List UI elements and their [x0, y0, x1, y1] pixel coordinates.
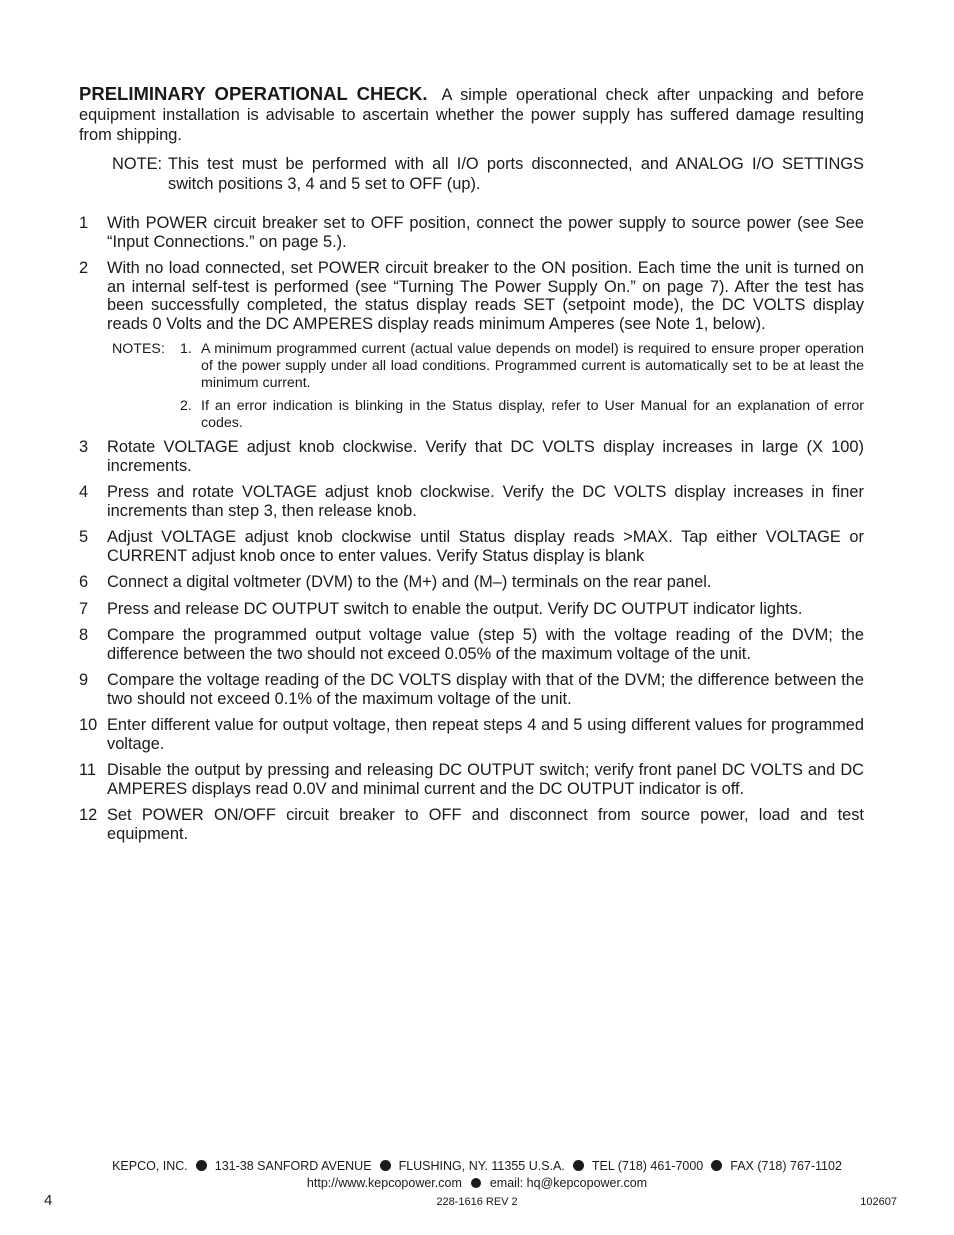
footer-email[interactable]: email: hq@kepcopower.com [489, 1176, 648, 1190]
step-text: Enter different value for output voltage, then repeat steps 4 and 5 using different values for programmed voltage. [107, 716, 864, 753]
step-item [79, 483, 864, 520]
step-number: 5 [79, 528, 89, 546]
step-item [79, 761, 864, 798]
step-number: 2 [79, 259, 89, 277]
note-item-text: If an error indication is blinking in the Status display, refer to User Manual for an explanation of error codes. [201, 398, 864, 431]
step-text: Compare the programmed output voltage value (step 5) with the voltage reading of the DVM; the difference between the two should not exceed 0.05% of the maximum voltage of the unit. [107, 626, 864, 663]
step-text: Set POWER ON/OFF circuit breaker to OFF and disconnect from source power, load and test equipment. [107, 806, 864, 843]
page-number: 4 [44, 1192, 53, 1209]
footer-company: KEPCO, INC. [112, 1159, 188, 1173]
step-text: Rotate VOLTAGE adjust knob clockwise. Verify that DC VOLTS display increases in large (X 100) increments. [107, 438, 864, 475]
step-item [79, 528, 864, 565]
page-footer [0, 1158, 954, 1192]
footer-address-line [0, 1158, 954, 1175]
step-item [79, 626, 864, 663]
step-number: 11 [79, 761, 97, 779]
note-label: NOTE: [112, 155, 163, 173]
bullet-icon [711, 1160, 722, 1171]
step-number: 7 [79, 599, 89, 618]
step-number: 4 [79, 483, 89, 501]
bullet-icon [380, 1160, 391, 1171]
step-text: Disable the output by pressing and releasing DC OUTPUT switch; verify front panel DC VOLTS and DC AMPERES displays read 0.0V and minimal current and the DC OUTPUT indicator is off. [107, 761, 864, 798]
step-item [79, 438, 864, 475]
notes-block [112, 341, 864, 432]
step-item [79, 573, 864, 592]
step-text: With no load connected, set POWER circuit breaker to the ON position. Each time the unit is turned on an internal self-test is performed (see “Turning The Power Supply On.” on page 7). After the test has been successfully completed, the status display reads SET (setpoint mode), the DC VOLTS display reads 0 Volts and the DC AMPERES display reads minimum Amperes (see Note 1, below). [107, 259, 864, 333]
section-heading: PRELIMINARY OPERATIONAL CHECK. [79, 83, 428, 104]
note-block [112, 154, 864, 194]
steps-list [79, 214, 864, 843]
step-number: 6 [79, 573, 89, 591]
document-body [79, 84, 864, 851]
step-item [79, 806, 864, 843]
step-number: 10 [79, 716, 98, 734]
step-text: With POWER circuit breaker set to OFF position, connect the power supply to source power (see See “Input Connections.” on page 5.). [107, 214, 864, 251]
step-number: 12 [79, 806, 98, 824]
note-item-text: A minimum programmed current (actual value depends on model) is required to ensure proper operation of the power supply under all load conditions. Programmed current is automatically set to be at least the minimum current. [201, 341, 864, 391]
document-date-code: 102607 [860, 1196, 897, 1208]
document-revision: 228-1616 REV 2 [436, 1196, 518, 1208]
bullet-icon [471, 1178, 481, 1188]
footer-web-line [0, 1175, 954, 1192]
step-item [79, 716, 864, 753]
step-item [79, 600, 864, 619]
step-text: Adjust VOLTAGE adjust knob clockwise until Status display reads >MAX. Tap either VOLTAGE or CURRENT adjust knob once to enter values. Verify Status display is blank [107, 528, 864, 565]
bullet-icon [196, 1160, 207, 1171]
footer-city: FLUSHING, NY. 11355 U.S.A. [398, 1159, 565, 1173]
note-number: 1. [180, 341, 192, 357]
step-number: 3 [79, 438, 89, 456]
footer-fax: FAX (718) 767-1102 [730, 1159, 842, 1173]
footer-address: 131-38 SANFORD AVENUE [214, 1159, 372, 1173]
step-item [79, 671, 864, 708]
step-item [79, 214, 864, 251]
footer-url[interactable]: http://www.kepcopower.com [306, 1176, 462, 1190]
intro-paragraph [79, 84, 864, 145]
step-text: Connect a digital voltmeter (DVM) to the (M+) and (M–) terminals on the rear panel. [107, 573, 712, 591]
step-text: Compare the voltage reading of the DC VOLTS display with that of the DVM; the difference between the two should not exceed 0.1% of the maximum voltage of the unit. [107, 671, 864, 708]
step-item [79, 259, 864, 333]
note-number: 2. [180, 398, 192, 414]
step-number: 1 [79, 214, 89, 232]
step-number: 8 [79, 626, 89, 644]
footer-tel: TEL (718) 461-7000 [591, 1159, 704, 1173]
note-text: This test must be performed with all I/O ports disconnected, and ANALOG I/O SETTINGS switch positions 3, 4 and 5 set to OFF (up). [168, 155, 864, 193]
step-text: Press and release DC OUTPUT switch to enable the output. Verify DC OUTPUT indicator lights. [107, 599, 803, 618]
step-text: Press and rotate VOLTAGE adjust knob clockwise. Verify the DC VOLTS display increases in finer increments than step 3, then release knob. [107, 483, 864, 520]
note-item [112, 398, 864, 432]
notes-label: NOTES: [112, 341, 165, 357]
step-number: 9 [79, 671, 89, 689]
intro-text: A simple operational check after unpacking and before equipment installation is advisable to ascertain whether the power supply has suffered damage resulting from shipping. [79, 86, 864, 144]
note-item [112, 341, 864, 392]
bullet-icon [573, 1160, 584, 1171]
